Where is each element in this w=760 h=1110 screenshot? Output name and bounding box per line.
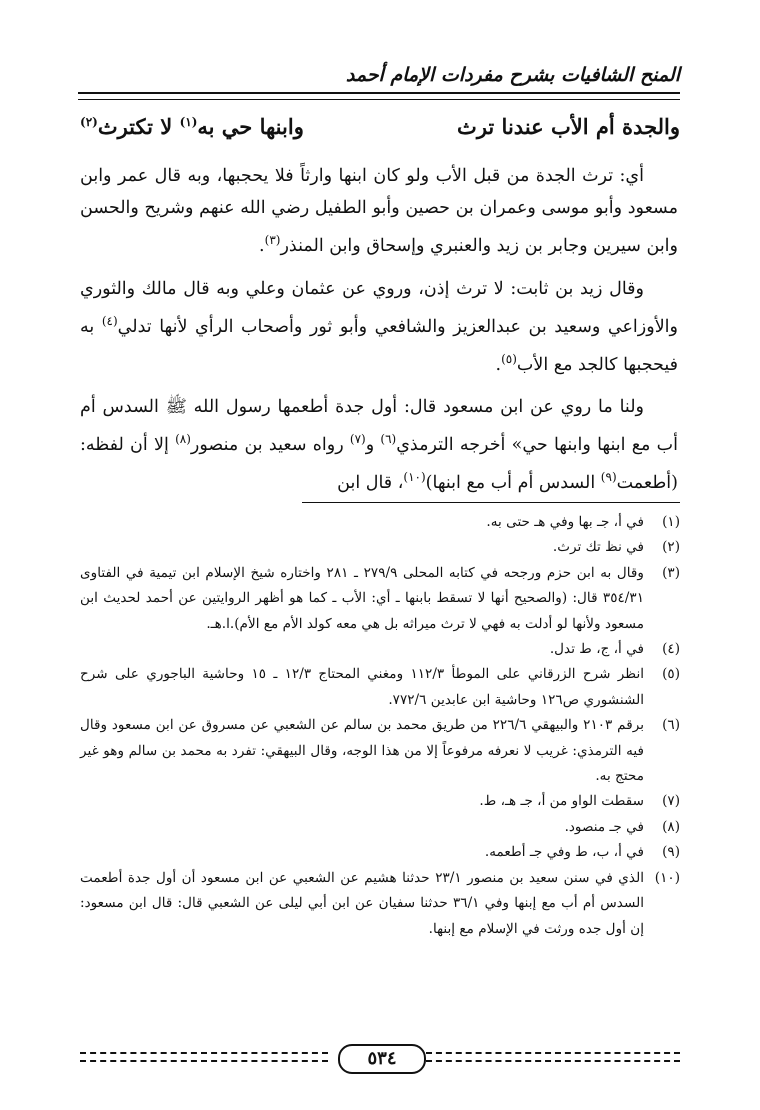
footnote-text: في أ، ب، ط وفي جـ أطعمه. bbox=[484, 844, 644, 861]
header-rule bbox=[78, 92, 680, 100]
verse-hemistich-1: والجدة أم الأب عندنا ترث bbox=[457, 113, 680, 139]
footnote-text: في أ، جـ بها وفي هـ حتى به. bbox=[486, 514, 644, 530]
verse-text: وابنها حي به bbox=[197, 113, 304, 139]
paragraph-text: أي: ترث الجدة من قبل الأب ولو كان ابنها وارثاً فلا يحجبها، وبه قال عمر وابن مسعود وأبو موسى وعمران بن حصين وأبو الطفيل رضي الله عنهم وشريح والحسن وابن سيرين وجابر بن زيد والعنبري وإسحاق وابن المنذر bbox=[80, 166, 678, 256]
footnote-text: انظر شرح الزرقاني على الموطأ ١١٢/٣ ومغني المحتاج ١٢/٣ ـ ١٥ وحاشية الباجوري على شرح الشنشوري ص١٢٦ وحاشية ابن عابدين ٧٧٢/٦. bbox=[80, 666, 645, 708]
footnote-number: (٣) bbox=[662, 564, 680, 581]
paragraph-text: السدس أم أب مع ابنها) bbox=[425, 473, 601, 494]
footnote-ref-6: (٦) bbox=[380, 432, 397, 447]
paragraph-text: به فيحجبها كالجد مع الأب bbox=[80, 316, 678, 375]
footnote-number: (٦) bbox=[662, 717, 680, 734]
paragraph-text: وقال زيد بن ثابت: لا ترث إذن، وروي عن عثمان وعلي وبه قال مالك والثوري والأوزاعي وسعيد بن عبدالعزيز والشافعي وأبو ثور وأصحاب الرأي لأنها تدلي bbox=[80, 278, 678, 337]
verse-hemistich-2 bbox=[80, 114, 304, 139]
footnote bbox=[80, 866, 680, 942]
running-title: المنح الشافيات بشرح مفردات الإمام أحمد bbox=[345, 64, 680, 86]
footnote-text: الذي في سنن سعيد بن منصور ٢٣/١ حدثنا هشيم عن الشعبي عن ابن مسعود أن أول جدة أطعمت السدس أم أب مع إبنها وفي ٣٦/١ حدثنا سفيان عن ابن أبي ليلى عن الشعبي قال: قال ابن مسعود: إن أول جده ورثت في الإسلام مع إبنها. bbox=[80, 869, 644, 937]
page-number: ٥٣٤ bbox=[338, 1044, 426, 1074]
footnote-number: (٤) bbox=[662, 641, 680, 658]
footnote-ref-4: (٤) bbox=[101, 313, 118, 328]
footnote-ref-9: (٩) bbox=[600, 470, 617, 485]
footnote-ref-8: (٨) bbox=[175, 432, 191, 447]
footnote bbox=[80, 637, 680, 662]
footnote-text: في نظ تك ترث. bbox=[552, 539, 644, 556]
footnote-text: سقطت الواو من أ، جـ هـ، ط. bbox=[479, 793, 644, 810]
footnote-ref-7: (٧) bbox=[349, 432, 366, 447]
footnote-text: برقم ٢١٠٣ والبيهقي ٢٢٦/٦ من طريق محمد بن سالم عن الشعبي عن مسروق عن ابن مسعود وقال فيه الترمذي: غريب لا نعرفه مرفوعاً إلا من هذا الوجه، وقال البيهقي: تفرد به محمد بن سالم وهو غير محتج به. bbox=[80, 717, 644, 785]
footnote bbox=[80, 535, 680, 560]
footnote bbox=[80, 713, 680, 789]
footnote-ref-1: (١) bbox=[179, 114, 198, 129]
footnote bbox=[80, 789, 680, 814]
footnote-ref-2: (٢) bbox=[80, 114, 98, 129]
footnote bbox=[80, 662, 680, 713]
paragraph-text: ، قال ابن bbox=[337, 473, 404, 494]
verse-line bbox=[80, 104, 680, 148]
footnote-number: (٧) bbox=[662, 793, 680, 810]
main-text bbox=[80, 160, 678, 510]
running-header bbox=[78, 58, 680, 92]
footnote-text: في جـ منصود. bbox=[564, 818, 644, 835]
footnote-number: (١٠) bbox=[654, 869, 680, 886]
paragraph-2 bbox=[80, 273, 678, 381]
footnote bbox=[80, 510, 680, 535]
footnote-number: (١) bbox=[662, 514, 680, 530]
footnote-number: (٢) bbox=[662, 539, 680, 556]
paragraph-text: إلا أن لفظه: (أطعمت bbox=[80, 435, 678, 494]
paragraph-text: . bbox=[495, 354, 502, 375]
paragraph-text: . bbox=[259, 235, 265, 256]
footnote-number: (٨) bbox=[662, 818, 680, 835]
verse-text: لا تكترث bbox=[97, 113, 180, 139]
footnote-number: (٩) bbox=[662, 844, 680, 861]
footer-ornament-left bbox=[80, 1052, 328, 1062]
footnote-ref-3: (٣) bbox=[264, 233, 281, 247]
paragraph-text: رواه سعيد بن منصور bbox=[190, 435, 350, 456]
paragraph-text: و bbox=[365, 435, 381, 456]
footer-ornament-right bbox=[426, 1052, 680, 1062]
footnote-text: وقال به ابن حزم ورجحه في كتابه المحلى ٢٧٩/٩ ـ ٢٨١ واختاره شيخ الإسلام ابن تيمية في الفتاوى ٣٥٤/٣١ قال: (والصحيح أنها لا تسقط بابنها ـ أي: الأب ـ كما هو أظهر الروايتين عن أحمد لحديث ابن مسعود ولأنها لو أدلت به فهي لا ترث ميراثه بل هي معه كولد الأم مع الأم).ا.هـ. bbox=[80, 564, 644, 632]
footnote-number: (٥) bbox=[662, 666, 680, 683]
paragraph-text: ولنا ما روي عن ابن مسعود قال: أول جدة أطعمها رسول الله ﷺ السدس أم أب مع ابنها وابنها حي» أخرجه الترمذي bbox=[80, 397, 678, 456]
paragraph-1 bbox=[80, 160, 678, 262]
footnote bbox=[80, 561, 680, 637]
footnote-text: في أ، ج، ط تدل. bbox=[549, 641, 644, 658]
paragraph-3 bbox=[80, 391, 678, 499]
page-footer bbox=[80, 1046, 680, 1076]
footnote-ref-5: (٥) bbox=[501, 351, 517, 366]
footnote bbox=[80, 815, 680, 840]
footnote bbox=[80, 840, 680, 865]
footnotes bbox=[80, 510, 680, 942]
footnote-separator bbox=[302, 502, 680, 503]
footnote-ref-10: (١٠) bbox=[403, 470, 426, 485]
